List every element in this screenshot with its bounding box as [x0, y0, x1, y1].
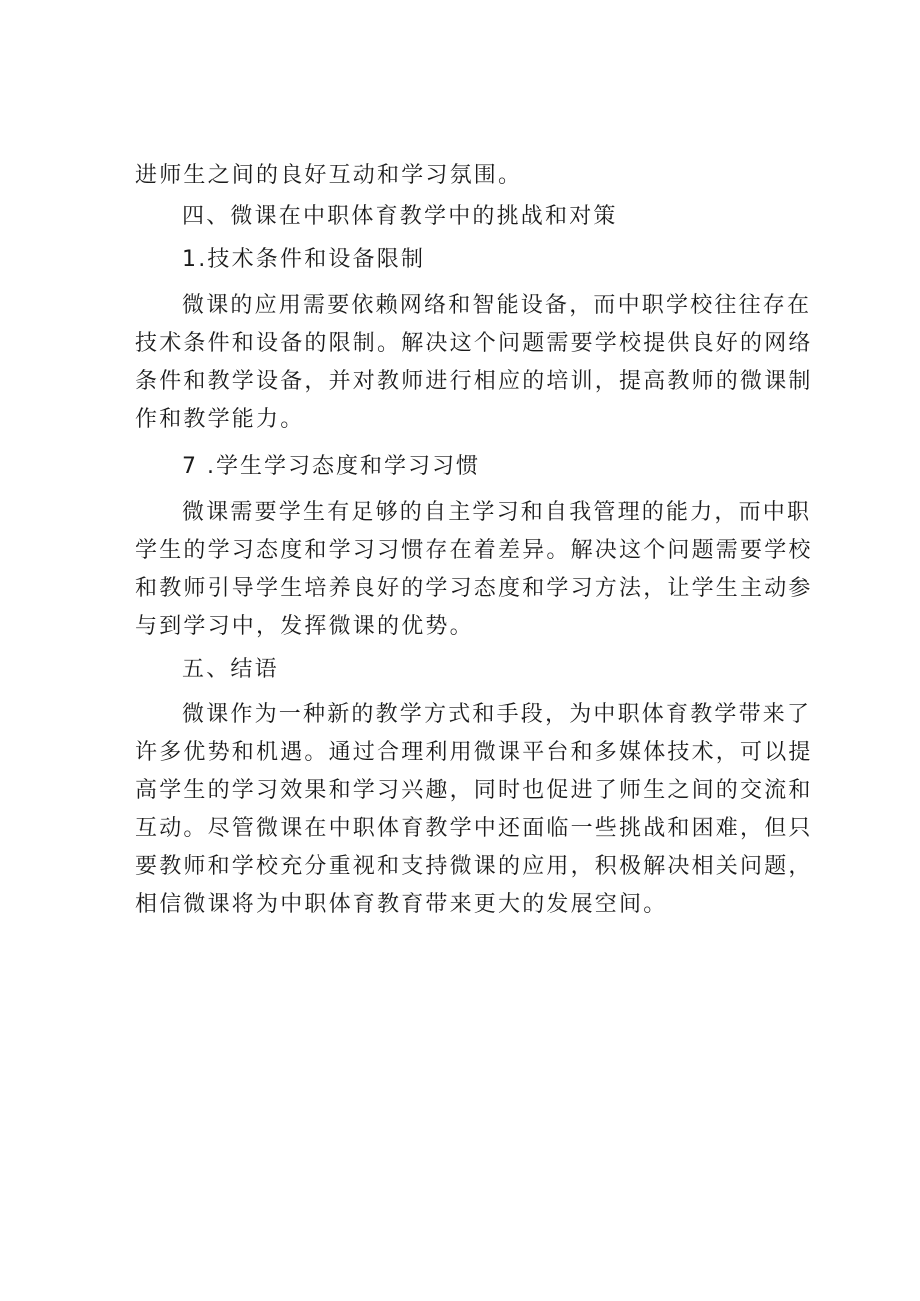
subsection-heading: 1.技术条件和设备限制 [182, 247, 426, 272]
paragraph-line: 与到学习中，发挥微课的优势。 [135, 614, 474, 639]
paragraph-line: 技术条件和设备的限制。解决这个问题需要学校提供良好的网络 [135, 331, 813, 356]
paragraph-line: 学生的学习态度和学习习惯存在着差异。解决这个问题需要学校 [135, 538, 813, 563]
paragraph-line: 相信微课将为中职体育教育带来更大的发展空间。 [135, 892, 668, 917]
paragraph-line: 高学生的学习效果和学习兴趣，同时也促进了师生之间的交流和 [135, 778, 813, 803]
subsection-heading: 7 .学生学习态度和学习习惯 [182, 454, 480, 479]
paragraph-line: 互动。尽管微课在中职体育教学中还面临一些挑战和困难，但只 [135, 816, 813, 841]
paragraph-line: 要教师和学校充分重视和支持微课的应用，积极解决相关问题， [135, 854, 813, 879]
paragraph-line: 微课的应用需要依赖网络和智能设备，而中职学校往往存在 [182, 293, 812, 318]
paragraph-line: 微课需要学生有足够的自主学习和自我管理的能力，而中职 [182, 500, 812, 525]
paragraph-line: 微课作为一种新的教学方式和手段，为中职体育教学带来了 [182, 702, 812, 727]
section-heading: 四、微课在中职体育教学中的挑战和对策 [182, 204, 618, 229]
paragraph-line: 进师生之间的良好互动和学习氛围。 [135, 163, 523, 188]
paragraph-line: 条件和教学设备，并对教师进行相应的培训，提高教师的微课制 [135, 369, 813, 394]
paragraph-line: 和教师引导学生培养良好的学习态度和学习方法，让学生主动参 [135, 576, 813, 601]
section-heading: 五、结语 [182, 657, 279, 682]
paragraph-line: 许多优势和机遇。通过合理利用微课平台和多媒体技术，可以提 [135, 740, 813, 765]
paragraph-line: 作和教学能力。 [135, 407, 305, 432]
